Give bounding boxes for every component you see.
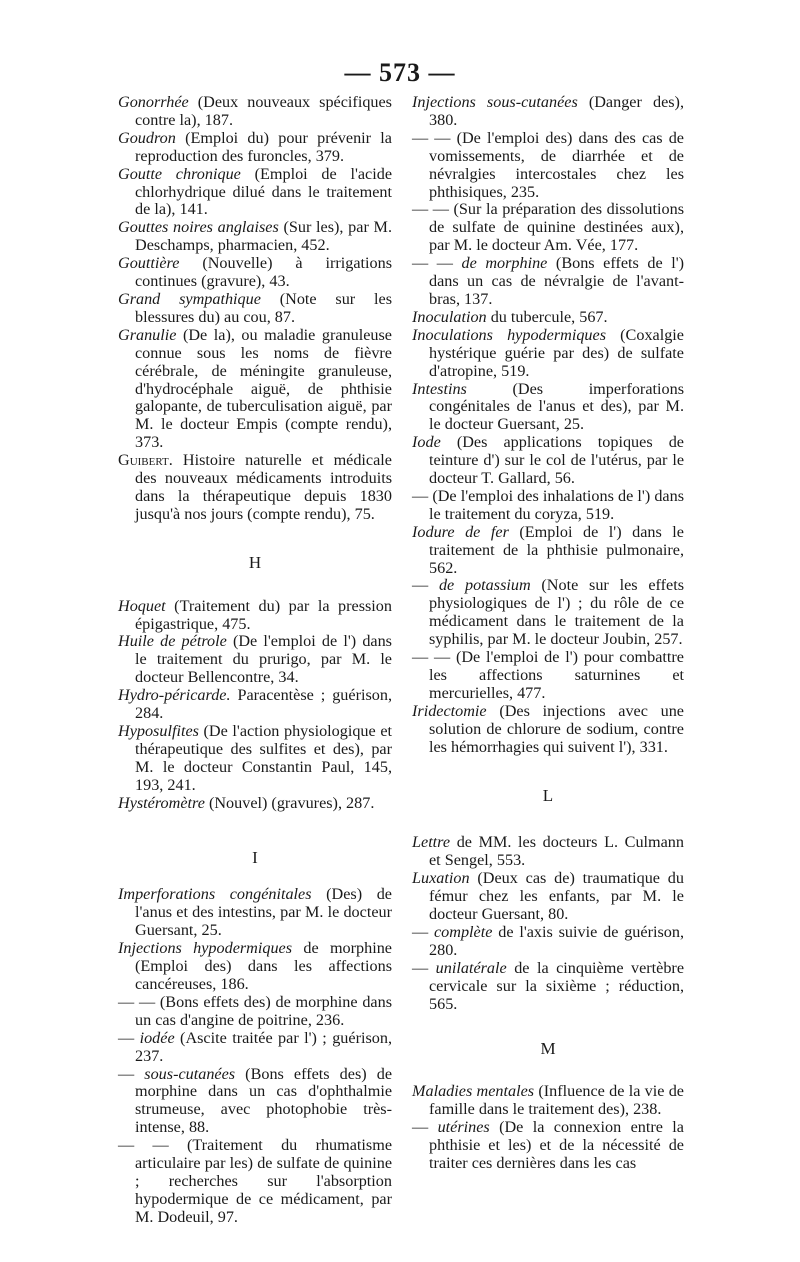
index-entry [118, 723, 392, 795]
index-entry [412, 434, 684, 488]
entry-text: (Traitement du) par la pression épigastrique, 475. [135, 596, 392, 633]
entry-text: (Deux cas de) traumatique du fémur chez les enfants, par M. le docteur Guersant, 80. [429, 869, 684, 924]
entry-heading: Grand sympathique [118, 289, 261, 308]
entry-text: (Emploi de l'acide chlorhydrique dilué dans le traitement de la), 141. [135, 164, 393, 219]
index-entry [118, 1137, 392, 1227]
entry-heading: Huile de pétrole [118, 632, 227, 651]
entry-text: (De l'emploi des) dans des cas de vomissements, de diarrhée et de névralgies intercostales chez les phthisiques, 235. [429, 128, 684, 201]
entry-text: (Danger des), 380. [429, 93, 684, 129]
entry-heading: Gonorrhée [118, 93, 189, 111]
entry-text: (Nouvel) (gravures), 287. [204, 793, 375, 812]
index-entry [118, 219, 392, 255]
repeat-dash: — [118, 1028, 140, 1047]
entry-text: de l'axis suivie de guérison, 280. [429, 922, 684, 959]
entry-text: du tubercule, 567. [486, 307, 608, 326]
page-number: — 573 — [344, 58, 456, 87]
index-entry [118, 633, 392, 687]
entry-text: (Emploi du) pour prévenir la reproduction des furoncles, 379. [135, 128, 392, 165]
repeat-dash: — [412, 958, 436, 977]
index-entry [412, 524, 684, 578]
entry-text: (Bons effets de l') dans un cas de névralgie de l'avant-bras, 137. [429, 254, 685, 308]
entry-heading: Intestins [412, 379, 467, 398]
entry-heading: Goutte chronique [118, 164, 241, 183]
index-entry [118, 1030, 392, 1066]
entry-text: (De l'emploi de l') pour combattre les affections saturnines et mercurielles, 477. [429, 648, 684, 702]
entry-heading: sous-cutanées [144, 1064, 236, 1083]
entry-text: (Des imperforations congénitales de l'anus et des), par M. le docteur Guersant, 25. [429, 379, 684, 434]
entry-text: (Des) de l'anus et des intestins, par M. le docteur Guersant, 25. [135, 885, 392, 940]
entry-heading: Injections sous-cutanées [412, 93, 578, 111]
index-entry [118, 166, 392, 220]
repeat-dash: — [412, 486, 433, 505]
entry-text: (Coxalgie hystérique guérie par des) de sulfate d'atropine, 519. [429, 325, 684, 380]
repeat-dash: — — [118, 1136, 187, 1155]
index-entry [118, 940, 392, 994]
repeat-dash: — [412, 922, 434, 941]
section-letter: H [248, 552, 262, 572]
index-entry [412, 870, 684, 924]
entry-text: (Influence de la vie de famille dans le traitement des), 238. [429, 1082, 684, 1119]
index-entry [412, 130, 684, 202]
entry-text: (Emploi de l') dans le traitement de la phthisie pulmonaire, 562. [429, 522, 684, 577]
entry-heading: utérines [437, 1118, 490, 1137]
index-entry [412, 924, 684, 960]
entry-heading: Hystéromètre [118, 793, 205, 812]
entry-heading: Injections hypodermiques [118, 939, 293, 958]
entry-heading: Gouttière [118, 254, 180, 273]
index-entry [412, 703, 684, 757]
entry-text: (Traitement du rhumatisme articulaire par les) de sulfate de quinine ; recherches sur l'absorption hypodermique de ce médicament, par M. Dodeuil, 97. [135, 1136, 392, 1226]
entry-heading: Inoculation [412, 307, 487, 326]
index-entry [412, 834, 684, 870]
entry-heading: iodée [139, 1028, 175, 1047]
entry-text: (Note sur les effets physiologiques de l') ; du rôle de ce médicament dans le traitement de la syphilis, par M. le docteur Joubin, 257. [429, 576, 684, 649]
entry-heading: Inoculations hypodermiques [412, 325, 606, 344]
entry-text: (De la), ou maladie granuleuse connue sous les noms de fièvre cérébrale, de méningite granuleuse, d'hydrocéphale aiguë, de phthisie galopante, de tuberculisation aiguë, par M. le docteur Empis (compte rendu), 373. [135, 325, 392, 452]
index-entry [118, 94, 392, 130]
index-entry [412, 255, 684, 309]
index-entry [118, 795, 392, 813]
entry-heading: de morphine [461, 254, 548, 273]
entry-text: Histoire naturelle et médicale des nouveaux médicaments introduits dans la thérapeutique depuis 1830 jusqu'à nos jours (compte rendu), 75. [135, 451, 392, 523]
entry-text: Paracentèse ; guérison, 284. [135, 686, 392, 723]
entry-text: de morphine (Emploi des) dans les affections cancéreuses, 186. [135, 939, 392, 993]
entry-text: de MM. les docteurs L. Culmann et Sengel, 553. [429, 833, 684, 870]
repeat-dash: — [412, 576, 439, 595]
index-entry [118, 255, 392, 291]
entry-text: (Des injections avec une solution de chlorure de sodium, contre les hémorrhagies qui suivent l'), 331. [429, 701, 684, 756]
index-entry [412, 94, 684, 130]
index-entry [118, 1066, 392, 1138]
repeat-dash: — [118, 1064, 145, 1083]
index-entry [412, 649, 684, 703]
repeat-dash: — — [412, 254, 462, 273]
left-column [118, 94, 392, 1227]
entry-heading: Imperforations congénitales [118, 885, 312, 904]
entry-heading: Iodure de fer [412, 522, 509, 541]
entry-text: (Nouvelle) à irrigations continues (gravure), 43. [135, 254, 392, 291]
index-entry [118, 130, 392, 166]
entry-heading: Hydro-péricarde. [118, 686, 231, 705]
index-entry [412, 1083, 684, 1119]
index-entry [412, 960, 684, 1014]
entry-heading: Gouttes noires anglaises [118, 218, 279, 237]
entry-heading: complète [434, 922, 493, 941]
entry-text: (Des applications topiques de teinture d') sur le col de l'utérus, par le docteur T. Gallard, 56. [429, 433, 684, 488]
index-entry [412, 201, 684, 255]
index-entry [118, 994, 392, 1030]
entry-text: (Sur la préparation des dissolutions de sulfate de quinine destinées aux), par M. le docteur Am. Vée, 177. [429, 200, 684, 255]
index-entry [412, 488, 684, 524]
repeat-dash: — — [118, 992, 160, 1011]
entry-text: (Ascite traitée par l') ; guérison, 237. [135, 1028, 393, 1065]
index-entry [412, 381, 684, 435]
right-column [412, 94, 684, 1173]
entry-heading: Luxation [412, 869, 470, 888]
entry-text: (Note sur les blessures du) au cou, 87. [135, 289, 393, 326]
index-entry [118, 687, 392, 723]
section-letter: M [540, 1038, 556, 1058]
entry-heading: Hoquet [118, 596, 166, 615]
entry-heading: Lettre [412, 833, 451, 852]
entry-text: (De l'emploi de l') dans le traitement du prurigo, par M. le docteur Bellencontre, 34. [135, 632, 392, 687]
entry-author: Guibert. [118, 451, 173, 470]
repeat-dash: — [412, 1118, 438, 1137]
entry-heading: Iridectomie [412, 701, 487, 720]
index-entry [118, 886, 392, 940]
entry-text: (Deux nouveaux spécifiques contre la), 187. [135, 93, 392, 129]
index-entry [118, 598, 392, 634]
entry-text: (Sur les), par M. Deschamps, pharmacien, 452. [135, 218, 392, 255]
entry-heading: Hyposulfites [118, 722, 199, 740]
entry-text: de la cinquième vertèbre cervicale sur la sixième ; réduction, 565. [429, 958, 685, 1013]
index-entry [412, 327, 684, 381]
repeat-dash: — — [412, 200, 454, 219]
entry-heading: Iode [412, 433, 441, 452]
entry-text: (De l'emploi des inhalations de l') dans le traitement du coryza, 519. [429, 486, 684, 523]
entry-text: (Bons effets des) de morphine dans un cas d'ophthalmie strumeuse, avec photophobie très-intense, 88. [135, 1064, 393, 1137]
entry-heading: de potassium [438, 576, 531, 595]
entry-text: (Bons effets des) de morphine dans un cas d'angine de poitrine, 236. [135, 992, 392, 1029]
index-entry [118, 291, 392, 327]
entry-heading: unilatérale [435, 958, 507, 977]
index-entry [412, 577, 684, 649]
entry-text: (De l'action physiologique et thérapeutique des sulfites et des), par M. le docteur Constantin Paul, 145, 193, 241. [135, 722, 392, 794]
repeat-dash: — — [412, 648, 456, 667]
section-letter: L [542, 785, 554, 805]
entry-heading: Maladies mentales [412, 1082, 535, 1101]
repeat-dash: — — [412, 128, 457, 147]
entry-text: (De la connexion entre la phthisie et les) et de la nécessité de traiter ces dernières dans les cas [429, 1118, 684, 1173]
index-entry [118, 327, 392, 452]
section-letter: I [252, 847, 258, 867]
entry-heading: Granulie [118, 325, 177, 344]
index-entry [412, 1119, 684, 1173]
entry-heading: Goudron [118, 128, 176, 147]
index-entry [118, 452, 392, 524]
index-entry [412, 309, 684, 327]
